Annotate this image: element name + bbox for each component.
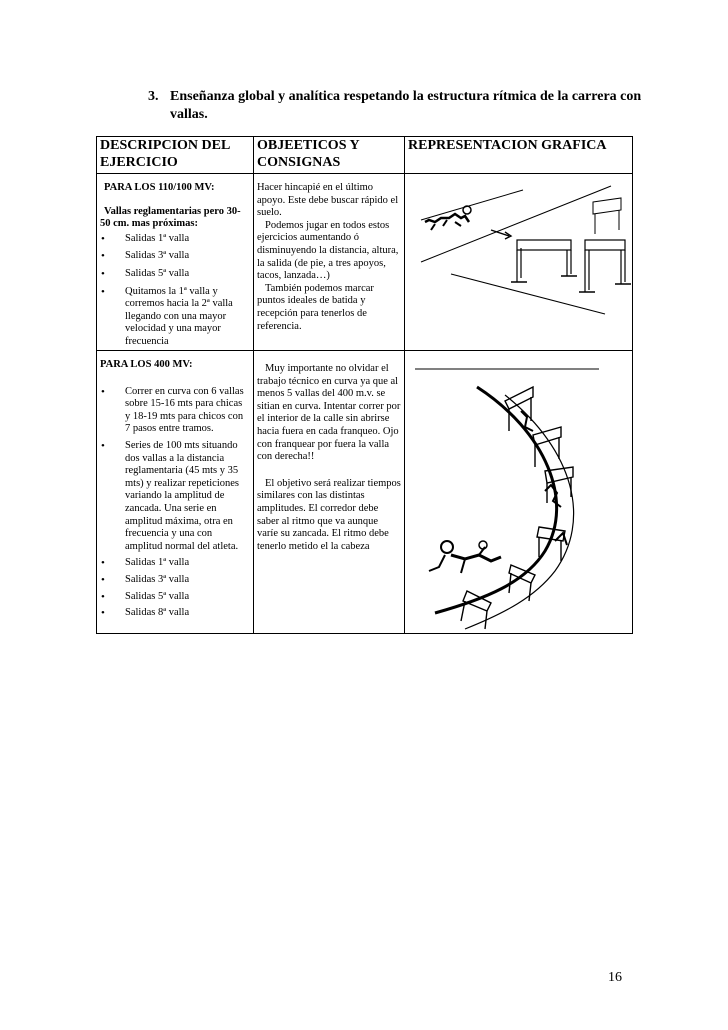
table-row <box>97 351 633 634</box>
section-heading <box>148 88 668 124</box>
row1-description <box>97 174 254 351</box>
header-description: DESCRIPCION DEL EJERCICIO <box>97 137 254 174</box>
header-graphic: REPRESENTACION GRAFICA <box>405 137 633 174</box>
list-item: • Salidas 1ª valla <box>100 557 250 570</box>
hurdle-sprint-illustration <box>405 174 633 350</box>
list-item: • Salidas 5ª valla <box>100 268 250 281</box>
row2-graphic <box>405 351 633 634</box>
exercise-table <box>96 136 633 634</box>
row1-title: PARA LOS 110/100 MV: <box>104 182 215 193</box>
section-title: Enseñanza global y analítica respetando la estructura rítmica de la carrera con vallas. <box>170 89 642 122</box>
row1-list <box>100 233 250 349</box>
list-item: • Salidas 8ª valla <box>100 607 250 620</box>
row2-objective-text: El objetivo será realizar tiempos similares con las distintas amplitudes. El corredor debe saber al ritmo que va aunque varíe su zancada. El ritmo debe tenerlo metido el la cabeza <box>257 477 401 552</box>
list-item: • Salidas 5ª valla <box>100 591 250 604</box>
section-number: 3. <box>148 89 159 104</box>
row1-objective-text: También podemos marcar puntos ideales de batida y recepción para tenerlos de referencia. <box>257 282 374 332</box>
page-number: 16 <box>608 970 622 985</box>
row1-graphic <box>405 174 633 351</box>
row2-objective-text: Muy importante no olvidar el trabajo técnico en curva ya que al menos 5 vallas del 400 m.v. se sitian en curva. Intentar correr por el interior de la calle sin abrirse hacia fuera en cada franqueo. Ojo con franquear por fuera la valla con derecha!! <box>257 363 401 463</box>
row1-objective-text: Podemos jugar en todos estos ejercicios aumentando ó disminuyendo la distancia, altura, la salida (de pie, a tres apoyos, tacos, lanzada…) <box>257 219 399 282</box>
list-item: • Correr en curva con 6 vallas sobre 15-16 mts para chicas y 18-19 mts para chicos con 7 pasos entre tramos. <box>100 386 250 436</box>
curve-hurdles-illustration <box>405 351 633 633</box>
list-item: • Salidas 3ª valla <box>100 250 250 263</box>
table-header-row <box>97 137 633 174</box>
list-item: • Salidas 3ª valla <box>100 574 250 587</box>
row1-objective-text: Hacer hincapié en el último apoyo. Este debe buscar rápido el suelo. <box>257 182 399 219</box>
list-item: • Series de 100 mts situando dos vallas a la distancia reglamentaria (45 mts y 35 mts) y realizar repeticiones variando la amplitud de zancada. Una serie en amplitud máxima, otra en frecuencia y una con amplitud normal del atleta. <box>100 440 250 553</box>
row2-objectives <box>254 351 405 634</box>
row2-list <box>100 386 250 620</box>
list-item: • Salidas 1ª valla <box>100 233 250 246</box>
row2-description <box>97 351 254 634</box>
row1-objectives <box>254 174 405 351</box>
header-objectives: OBJEETICOS Y CONSIGNAS <box>254 137 405 174</box>
list-item: • Quitamos la 1ª valla y corremos hacia la 2ª valla llegando con una mayor velocidad y una mayor frecuencia <box>100 286 250 349</box>
row2-title: PARA LOS 400 MV: <box>100 359 193 370</box>
table-row <box>97 174 633 351</box>
row1-subtitle: Vallas reglamentarias pero 30-50 cm. mas próximas: <box>100 205 241 230</box>
